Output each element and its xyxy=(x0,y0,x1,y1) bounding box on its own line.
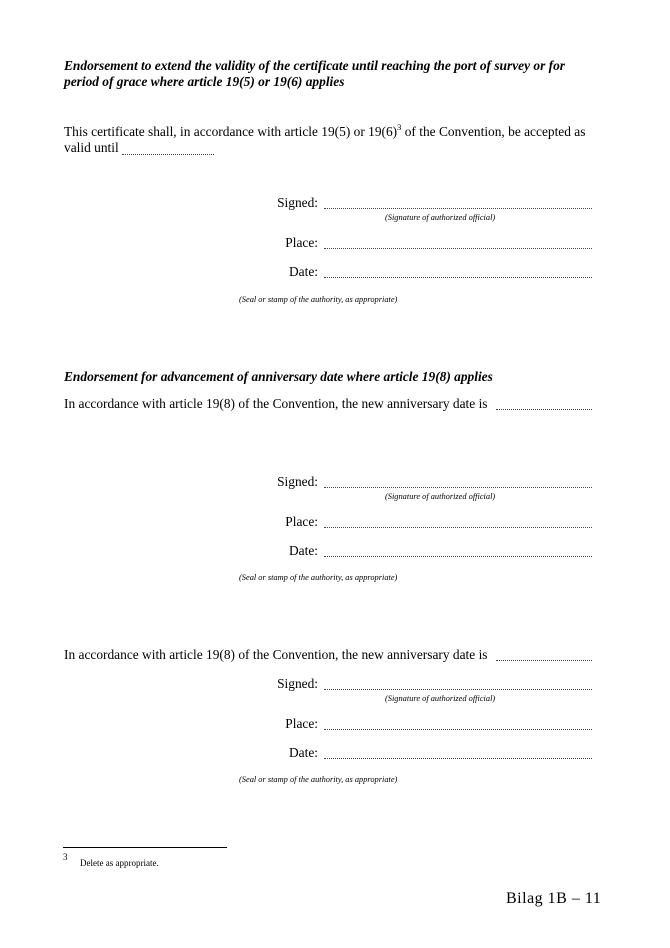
valid-until-field[interactable] xyxy=(122,153,214,155)
section3-place-field[interactable] xyxy=(324,728,592,730)
section3-place-label: Place: xyxy=(285,716,318,731)
section1-text-line1 xyxy=(64,124,585,140)
section2-place-field[interactable] xyxy=(324,526,592,528)
section2-date-label: Date: xyxy=(289,543,318,558)
section2-heading: Endorsement for advancement of anniversary date where article 19(8) applies xyxy=(64,369,493,384)
section1-signed-label: Signed: xyxy=(277,195,318,210)
section3-signed-label: Signed: xyxy=(277,676,318,691)
section1-text-a: This certificate shall, in accordance with article 19(5) or 19(6) xyxy=(64,124,398,139)
section3-text: In accordance with article 19(8) of the Convention, the new anniversary date is xyxy=(64,647,488,662)
section1-text-line2: valid until xyxy=(64,140,119,155)
section2-anniversary-date-field[interactable] xyxy=(496,408,592,410)
section2-date-field[interactable] xyxy=(324,555,592,557)
section2-signed-field[interactable] xyxy=(324,486,592,488)
page-number: Bilag 1B – 11 xyxy=(506,890,602,907)
section3-date-label: Date: xyxy=(289,745,318,760)
section1-place-label: Place: xyxy=(285,235,318,250)
section3-anniversary-date-field[interactable] xyxy=(496,659,592,661)
footnote-number: 3 xyxy=(63,852,68,862)
section2-place-label: Place: xyxy=(285,514,318,529)
section1-date-label: Date: xyxy=(289,264,318,279)
section1-signed-field[interactable] xyxy=(324,207,592,209)
section1-date-field[interactable] xyxy=(324,276,592,278)
section1-signature-caption: (Signature of authorized official) xyxy=(385,213,496,222)
section3-signed-field[interactable] xyxy=(324,688,592,690)
footnote-reference: 3 xyxy=(397,122,402,132)
section2-signature-caption: (Signature of authorized official) xyxy=(385,492,496,501)
section2-signed-label: Signed: xyxy=(277,474,318,489)
section1-heading-line1: Endorsement to extend the validity of the certificate until reaching the port of survey or for xyxy=(64,58,566,73)
section3-signature-caption: (Signature of authorized official) xyxy=(385,694,496,703)
section1-place-field[interactable] xyxy=(324,247,592,249)
section3-date-field[interactable] xyxy=(324,757,592,759)
section2-text: In accordance with article 19(8) of the Convention, the new anniversary date is xyxy=(64,396,488,411)
footnote-separator xyxy=(63,847,227,848)
section3-seal-caption: (Seal or stamp of the authority, as appropriate) xyxy=(239,775,398,784)
section2-seal-caption: (Seal or stamp of the authority, as appropriate) xyxy=(239,573,398,582)
section1-text-b: of the Convention, be accepted as xyxy=(401,124,586,139)
footnote-text: Delete as appropriate. xyxy=(80,858,159,868)
section1-heading-line2: period of grace where article 19(5) or 19(6) applies xyxy=(64,74,345,89)
section1-seal-caption: (Seal or stamp of the authority, as appropriate) xyxy=(239,295,398,304)
